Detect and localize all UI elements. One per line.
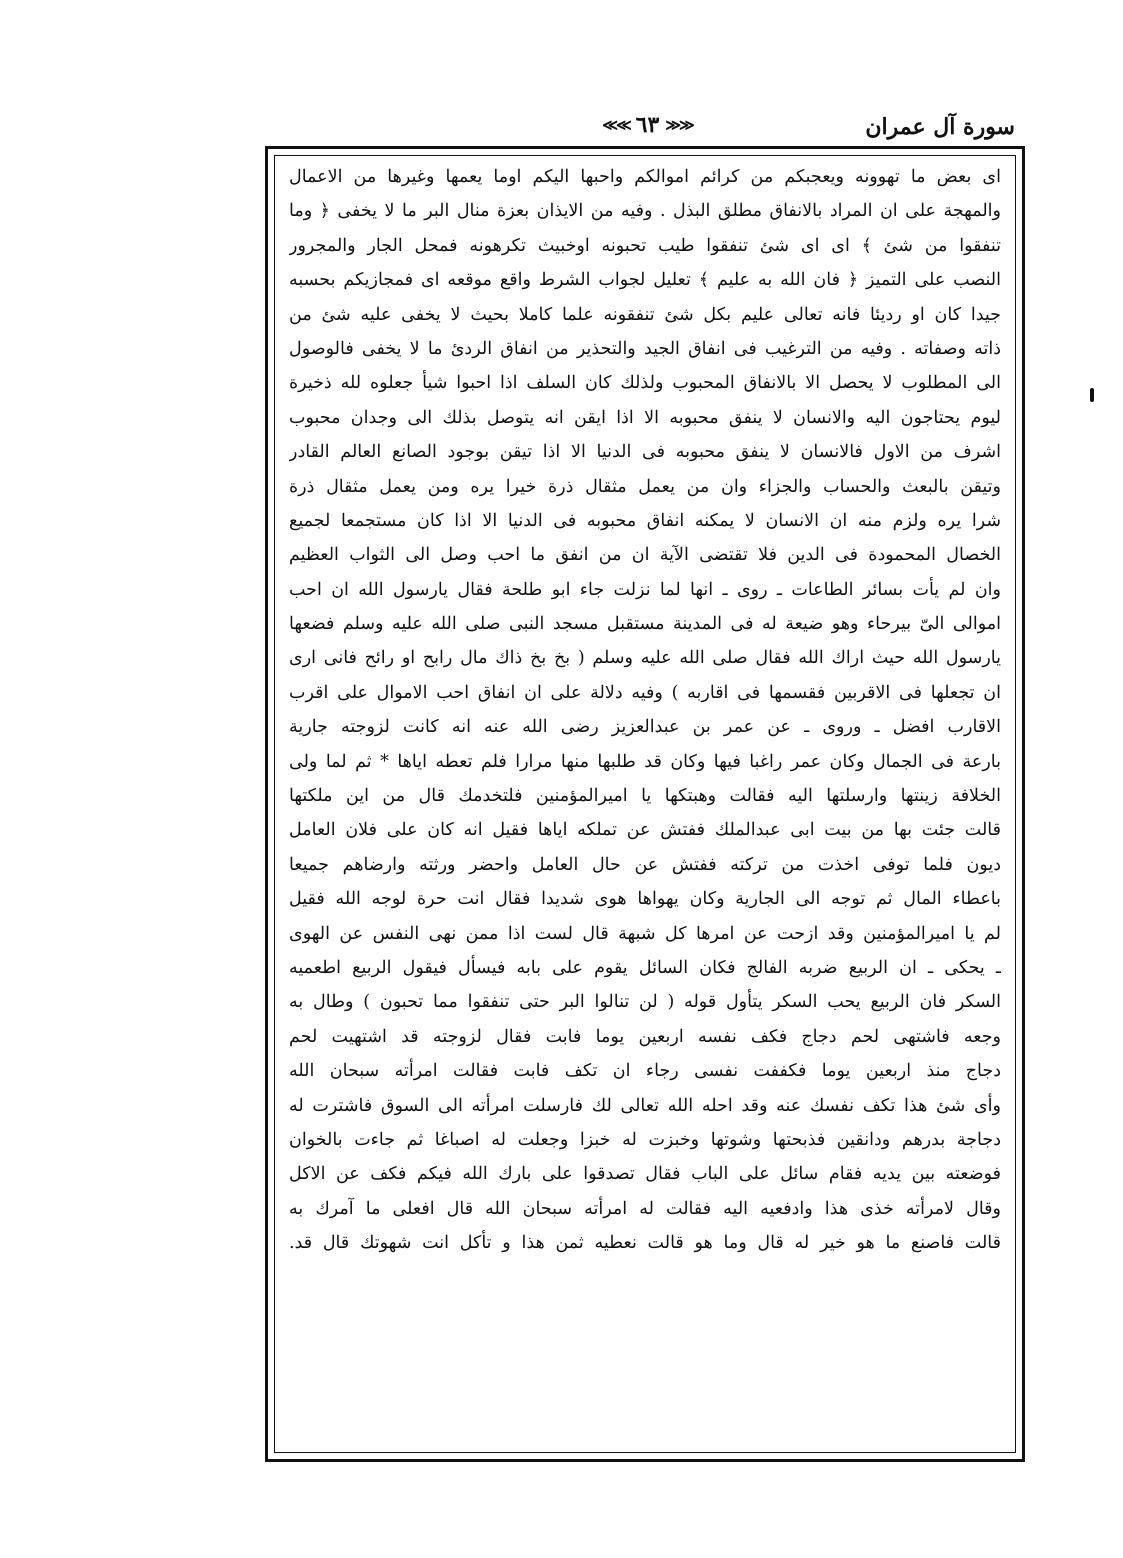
text-line: لم يا اميرالمؤمنين وقد ازحت عن امرها كل شبهة قال لست اذا ممن نهى النفس عن الهوى [289, 923, 1001, 944]
text-line: والمهجة على ان المراد بالانفاق مطلق البذل . وفيه من الايذان بعزة منال البر ما لا يخفى ﴿ وما [289, 201, 1001, 222]
text-line: ديون فلما توفى اخذت من تركته ففتش عن حال العامل واحضر ورثته وارضاهم جميعا [289, 854, 1001, 875]
text-line: اموالى الىّ بيرحاء وهو ضيعة له فى المدينة مستقبل مسجد النبى صلى الله عليه وسلم فضعها [289, 614, 1001, 635]
text-line: دجاج منذ اربعين يوما فكففت نفسى رجاء ان تكف فابت فقالت امرأته سبحان الله [289, 1061, 1001, 1082]
page-number: ٦٣ [635, 112, 660, 138]
text-line: وقال لامرأته خذى هذا وادفعيه اليه فقالت له امرأته سبحان الله قال افعلى ما آمرك به [289, 1198, 1001, 1219]
page-header [280, 112, 1015, 148]
text-line: فوضعته بين يديه فقام سائل على الباب فقال تصدقوا على بارك الله فيكم فكف عن الاكل [289, 1164, 1001, 1185]
text-line: اشرف من الاول فالانسان لا ينفق محبوبه فى الدنيا الا اذا تيقن بوجود الصانع العالم القادر [289, 442, 1001, 463]
ornament-right-icon: ≫≫ [665, 116, 693, 134]
text-line: ـ يحكى ـ ان الربيع ضربه الفالج فكان السائل يقوم على بابه فيسأل فيقول الربيع اطعميه [289, 957, 1001, 978]
text-line: ذاته وصفاته . وفيه من الترغيب فى انفاق الجيد والتحذير من انفاق الردئ ما لا يخفى فالوصول [289, 338, 1001, 359]
text-line: يارسول الله حيث اراك الله فقال صلى الله عليه وسلم ( بخ بخ ذاك مال رابح او رائح فانى ارى [289, 648, 1001, 669]
text-line: السكر فان الربيع يحب السكر يتأول قوله ( لن تنالوا البر حتى تنفقوا مما تحبون ) وطال به [289, 992, 1001, 1013]
text-line: ان تجعلها فى الاقربين فقسمها فى اقاربه ) وفيه دلالة على ان انفاق احب الاموال على اقرب [289, 682, 1001, 703]
ornament-left-icon: ≪≪ [602, 116, 630, 134]
page-frame [265, 146, 1025, 1462]
text-line: شرا يره ولزم منه ان الانسان لا يمكنه انفاق محبوبه فى الدنيا الا اذا كان مستجمعا لجميع [289, 510, 1001, 531]
text-line: بارعة فى الجمال وكان عمر راغبا فيها وكان قد طلبها منها مرارا فلم تعطه اياها * ثم لما ولى [289, 751, 1001, 772]
text-line: قالت جئت بها من بيت ابى عبدالملك ففتش عن تملكه اياها فقيل انه كان على فلان العامل [289, 820, 1001, 841]
text-line: قالت فاصنع ما هو خير له قال وما هو قالت نعطيه ثمن هذا و تأكل انت شهوتك قال قد. [289, 1233, 1001, 1254]
text-line: وجعه فاشتهى لحم دجاج فكف نفسه اربعين يوما فابت فقال لزوجته قد اشتهيت لحم [289, 1026, 1001, 1047]
surah-title: سورة آل عمران [865, 114, 1015, 140]
text-line: وتيقن بالبعث والحساب والجزاء وان من يعمل مثقال ذرة خيرا يره ومن يعمل مثقال ذرة [289, 476, 1001, 497]
text-body [289, 160, 1001, 1261]
text-line: الى المطلوب لا يحصل الا بالانفاق المحبوب ولذلك كان السلف اذا احبوا شيأ جعلوه لله ذخيرة [289, 373, 1001, 394]
page-frame-inner-border [274, 155, 1016, 1453]
text-line: وأى شئ هذا تكف نفسك عنه وقد احله الله تعالى لك فارسلت امرأته الى السوق فاشترت له [289, 1095, 1001, 1116]
page-number-group [602, 112, 692, 138]
margin-mark-icon [1090, 388, 1094, 402]
text-line: تنفقوا من شئ ﴾ اى اى شئ تنفقوا طيب تحبونه اوخبيث تكرهونه فمحل الجار والمجرور [289, 235, 1001, 256]
text-line: الخصال المحمودة فى الدين فلا تقتضى الآية ان من انفق ما احب وصل الى الثواب العظيم [289, 545, 1001, 566]
text-line: دجاجة بدرهم ودانقين فذبحتها وشوتها وخبزت له خبزا وجعلت له اصباغا ثم جاءت بالخوان [289, 1129, 1001, 1150]
text-line: جيدا كان او رديئا فانه تعالى عليم بكل شئ تنفقونه علما كاملا بحيث لا يخفى عليه شئ من [289, 304, 1001, 325]
text-line: الاقارب افضل ـ وروى ـ عن عمر بن عبدالعزيز رضى الله عنه انه كانت لزوجته جارية [289, 717, 1001, 738]
text-line: ليوم يحتاجون اليه والانسان لا ينفق محبوبه الا اذا ايقن انه يتوصل بذلك الى وجدان محبوب [289, 407, 1001, 428]
text-line: وان لم يأت بسائر الطاعات ـ روى ـ انها لما نزلت جاء ابو طلحة فقال يارسول الله ان احب [289, 579, 1001, 600]
text-line: اى بعض ما تهوونه ويعجبكم من كرائم اموالكم واحبها اليكم اوما يعمها وغيرها من الاعمال [289, 167, 1001, 187]
text-line: النصب على التميز ﴿ فان الله به عليم ﴾ تعليل لجواب الشرط واقع موقعه اى فمجازيكم بحسبه [289, 270, 1001, 291]
text-line: باعطاء المال ثم توجه الى الجارية وكان يهواها هوى شديدا فقال انت حرة لوجه الله فقيل [289, 889, 1001, 910]
text-line: الخلافة زينتها وارسلتها اليه فقالت وهبتكها يا اميرالمؤمنين فلتخدمك قال من اين ملكتها [289, 786, 1001, 807]
